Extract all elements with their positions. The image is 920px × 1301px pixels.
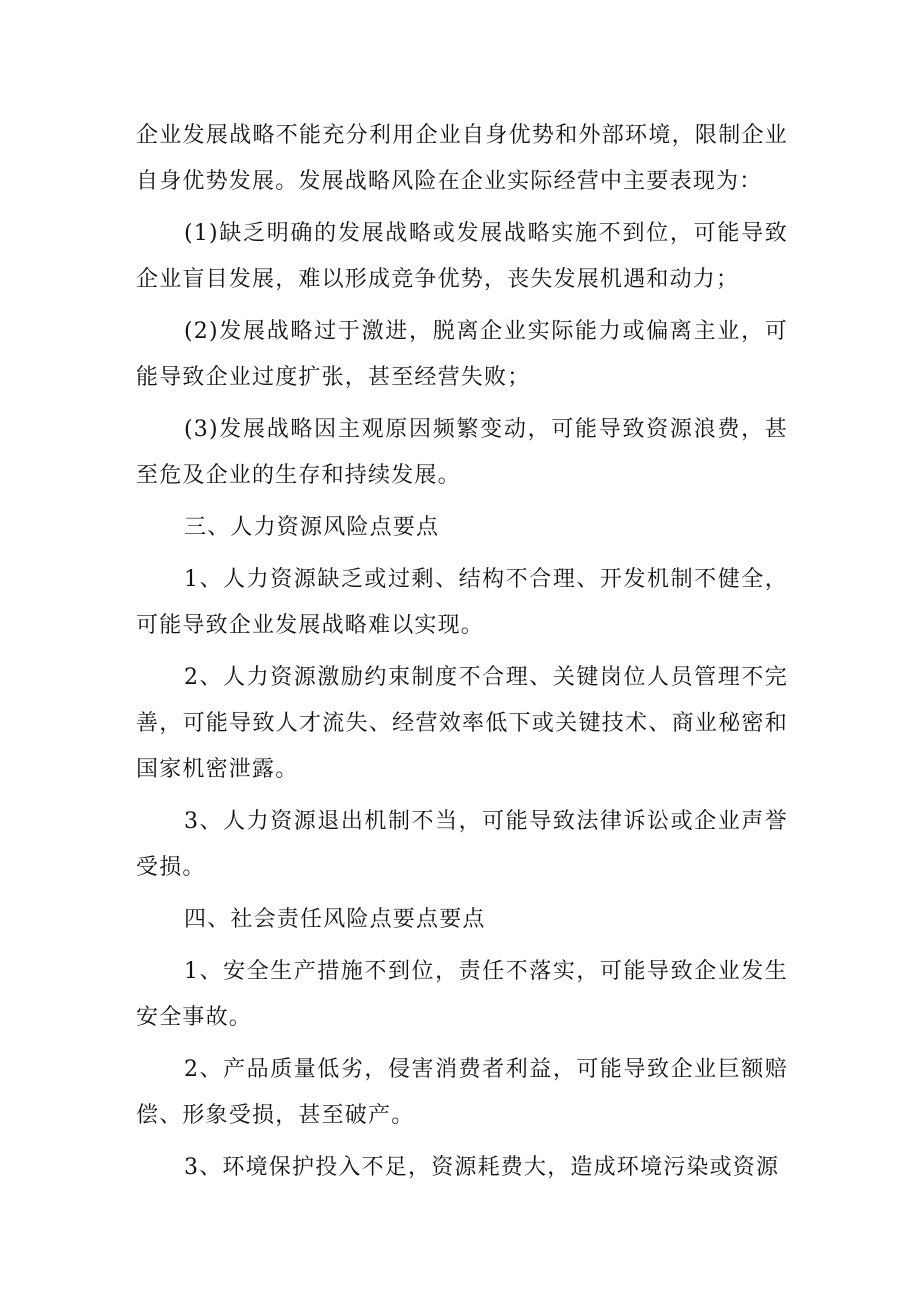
paragraph-strategy-item-2: (2)发展战略过于激进，脱离企业实际能力或偏离主业，可能导致企业过度扩张，甚至经营失败；: [136, 319, 788, 390]
paragraph-strategy-intro: 企业发展战略不能充分利用企业自身优势和外部环境，限制企业自身优势发展。发展战略风险在企业实际经营中主要表现为：: [136, 123, 788, 194]
paragraph-social-item-1: 1、安全生产措施不到位，责任不落实，可能导致企业发生安全事故。: [136, 959, 788, 1030]
paragraph-social-item-3: 3、环境保护投入不足，资源耗费大，造成环境污染或资源: [184, 1155, 780, 1180]
paragraph-strategy-item-1: (1)缺乏明确的发展战略或发展战略实施不到位，可能导致企业盲目发展，难以形成竞争优势，丧失发展机遇和动力；: [136, 221, 788, 292]
paragraph-hr-item-1: 1、人力资源缺乏或过剩、结构不合理、开发机制不健全，可能导致企业发展战略难以实现。: [136, 567, 788, 638]
paragraph-hr-item-2: 2、人力资源激励约束制度不合理、关键岗位人员管理不完善，可能导致人才流失、经营效率低下或关键技术、商业秘密和国家机密泄露。: [136, 665, 788, 782]
paragraph-strategy-item-3: (3)发展战略因主观原因频繁变动，可能导致资源浪费，甚至危及企业的生存和持续发展。: [136, 417, 788, 488]
paragraph-hr-item-3: 3、人力资源退出机制不当，可能导致法律诉讼或企业声誉受损。: [136, 809, 788, 880]
section-heading-human-resources: 三、人力资源风险点要点: [184, 515, 440, 540]
document-body: [136, 113, 788, 1191]
paragraph-social-item-2: 2、产品质量低劣，侵害消费者利益，可能导致企业巨额赔偿、形象受损，甚至破产。: [136, 1057, 788, 1128]
section-heading-social-responsibility: 四、社会责任风险点要点要点: [184, 907, 486, 932]
